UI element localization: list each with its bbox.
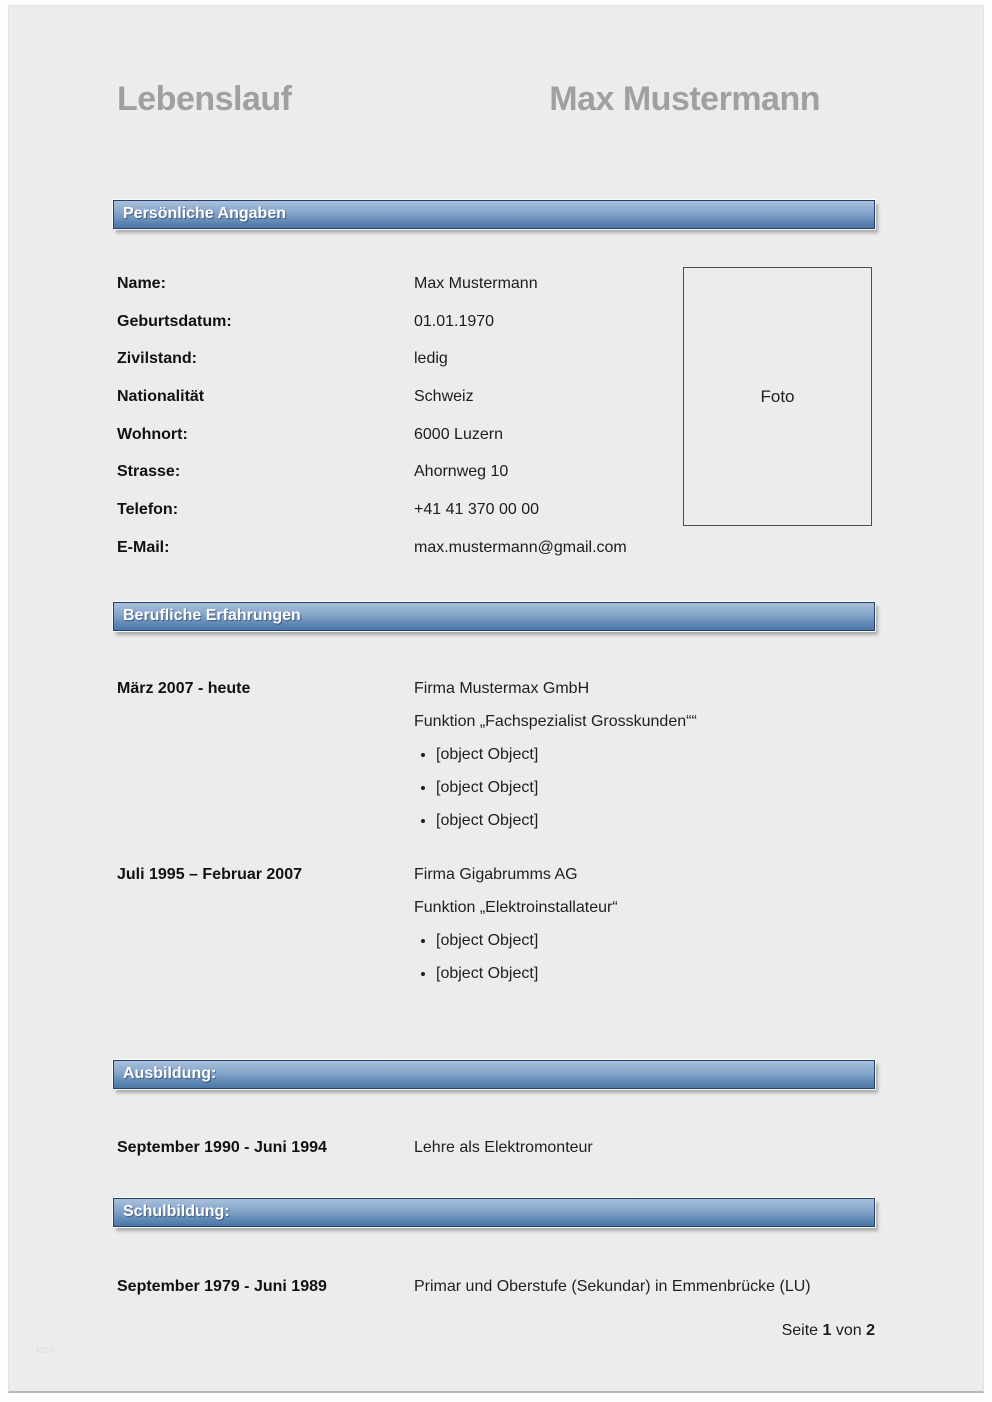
school-list [117, 1275, 875, 1298]
experience-bullet-item: • [object Object] [436, 924, 875, 957]
personal-info-row [117, 385, 677, 423]
doc-author-name: Max Mustermann [549, 80, 820, 118]
section-header-personal-label: Persönliche Angaben [123, 205, 286, 222]
footer-current-page: 1 [822, 1322, 832, 1339]
school-entry [117, 1275, 875, 1298]
experience-company: Firma Gigabrumms AG [414, 866, 578, 883]
education-period: September 1990 - Juni 1994 [117, 1139, 327, 1156]
experience-list [117, 672, 875, 1011]
section-header-school-label: Schulbildung: [123, 1203, 230, 1220]
personal-info-row [117, 536, 677, 574]
personal-info-label: Nationalität [117, 388, 205, 406]
personal-info-list [117, 272, 677, 574]
doc-header [117, 80, 875, 119]
experience-function: Funktion „Elektroinstallateur“ [414, 899, 618, 916]
personal-info-row [117, 498, 677, 536]
personal-info-value: ledig [414, 350, 448, 368]
personal-info-label: Zivilstand: [117, 350, 198, 368]
experience-period: Juli 1995 – Februar 2007 [117, 866, 302, 883]
experience-bullet-item: • [object Object] [436, 738, 875, 771]
doc-title: Lebenslauf [117, 80, 292, 118]
personal-info-value: +41 41 370 00 00 [414, 501, 540, 519]
personal-info-value: Max Mustermann [414, 275, 538, 292]
personal-info-value: Ahornweg 10 [414, 463, 509, 481]
personal-info-row [117, 423, 677, 461]
footer-prefix: Seite [781, 1322, 819, 1339]
education-description: Lehre als Elektromonteur [414, 1139, 593, 1156]
personal-info-value: max.mustermann@gmail.com [414, 538, 627, 556]
education-entry [117, 1136, 875, 1159]
experience-company: Firma Mustermax GmbH [414, 680, 590, 697]
school-description: Primar und Oberstufe (Sekundar) in Emmenbrücke (LU) [414, 1278, 811, 1295]
footer-total-pages: 2 [866, 1322, 875, 1339]
experience-period: März 2007 - heute [117, 680, 251, 697]
personal-info-label: Geburtsdatum: [117, 312, 232, 330]
footer-infix: von [835, 1322, 862, 1339]
photo-placeholder [683, 267, 872, 526]
page-footer [117, 1322, 875, 1340]
personal-info-label: E-Mail: [117, 538, 170, 556]
personal-info-label: Wohnort: [117, 425, 188, 443]
section-header-education-label: Ausbildung: [123, 1065, 217, 1082]
experience-detail [414, 672, 875, 837]
experience-bullet-item: • [object Object] [436, 771, 875, 804]
personal-info-value: 6000 Luzern [414, 425, 503, 443]
personal-info-label: Strasse: [117, 463, 181, 481]
experience-detail [414, 858, 875, 990]
personal-info-row [117, 310, 677, 348]
section-header-school [113, 1198, 875, 1227]
experience-bullet-list [414, 738, 875, 837]
school-period: September 1979 - Juni 1989 [117, 1278, 327, 1295]
education-list [117, 1136, 875, 1159]
section-header-education [113, 1060, 875, 1089]
experience-function: Funktion „Fachspezialist Grosskunden““ [414, 713, 697, 730]
personal-info-value: 01.01.1970 [414, 312, 495, 330]
personal-info-row [117, 347, 677, 385]
personal-info-value: Schweiz [414, 388, 474, 406]
personal-info-label: Name: [117, 275, 166, 292]
experience-bullet-item: • [object Object] [436, 804, 875, 837]
section-header-experience-label: Berufliche Erfahrungen [123, 607, 301, 624]
section-header-experience [113, 602, 875, 631]
section-header-personal [113, 200, 875, 229]
corner-watermark: fcco [36, 1345, 55, 1356]
photo-placeholder-label: Foto [760, 386, 795, 406]
experience-entry [117, 858, 875, 990]
experience-bullet-item: • [object Object] [436, 957, 875, 990]
personal-info-label: Telefon: [117, 501, 179, 519]
personal-info-row [117, 272, 677, 310]
experience-entry [117, 672, 875, 837]
personal-info-row [117, 460, 677, 498]
experience-bullet-list [414, 924, 875, 990]
